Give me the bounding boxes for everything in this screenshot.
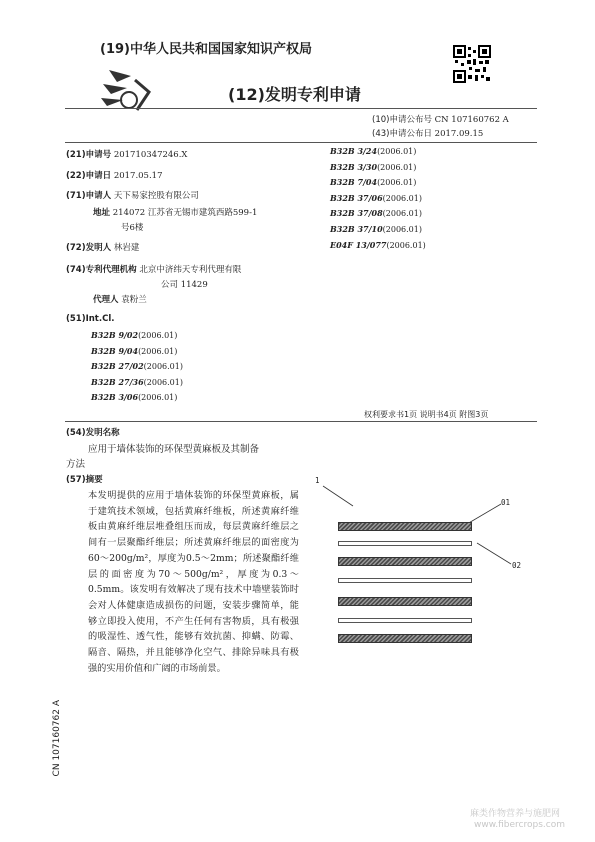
ipc-class-version: (2006.01) bbox=[138, 393, 178, 403]
agency-label: (74)专利代理机构 bbox=[66, 265, 137, 275]
applicant-value: 天下易家控股有限公司 bbox=[113, 191, 199, 201]
ipc-class-code: B32B 3/30 bbox=[330, 161, 378, 172]
applicant bbox=[66, 189, 199, 201]
document-kind bbox=[228, 82, 361, 105]
address-line1: 214072 江苏省无锡市建筑西路599-1 bbox=[112, 208, 258, 218]
address bbox=[93, 206, 257, 218]
ipc-class-row bbox=[330, 162, 416, 172]
address-line2: 号6楼 bbox=[121, 223, 144, 233]
agency bbox=[66, 263, 241, 275]
side-publication-number: CN 107160762 A bbox=[52, 700, 62, 777]
ipc-class-code: B32B 37/06 bbox=[330, 192, 383, 203]
pages-info: 权利要求书1页 说明书4页 附图3页 bbox=[364, 410, 489, 419]
qr-code-icon bbox=[453, 45, 491, 83]
abstract-label: (57)摘要 bbox=[66, 475, 103, 485]
ipc-class-version: (2006.01) bbox=[143, 362, 183, 372]
ipc-class-code: B32B 9/04 bbox=[91, 345, 139, 356]
drawing-label-02: 02 bbox=[512, 561, 522, 570]
invention-title-line2: 方法 bbox=[66, 459, 86, 470]
polyester-fiber-layer bbox=[338, 541, 472, 546]
filing-date-value: 2017.05.17 bbox=[113, 171, 163, 181]
applicant-label: (71)申请人 bbox=[66, 191, 112, 201]
watermark-line2: www.fibercrops.com bbox=[474, 820, 565, 830]
abstract-text: 本发明提供的应用于墙体装饰的环保型黄麻板，属于建筑技术领域，包括黄麻纤维板，所述黄麻纤维板由黄麻纤维层堆叠组压而成，每层黄麻纤维层之间有一层聚酯纤维层；所述黄麻纤维层的面密度为60～200g/m²，厚度为0.5～2mm；所述聚酯纤维层的面密度为70～500g/m²，厚度为0.3～0.5mm。该发明有效解决了现有技术中墙壁装饰时会对人体健康造成损伤的问题，安装步骤简单，能够立即投入使用，不产生任何有害物质，具有极强的吸湿性、透气性，能够有效抗菌、抑螨、防霉、隔音、隔热，并且能够净化空气、排除异味具有极强的实用价值和广阔的市场前景。 bbox=[88, 490, 299, 674]
ipc-class-code: B32B 37/10 bbox=[330, 224, 383, 234]
agent-label: 代理人 bbox=[93, 295, 119, 305]
ipc-class-code: B32B 37/08 bbox=[330, 208, 383, 219]
drawing-label-01: 01 bbox=[501, 498, 511, 507]
ipc-class-row bbox=[330, 240, 426, 250]
ipc-class-version: (2006.01) bbox=[386, 240, 426, 250]
ipc-class-version: (2006.01) bbox=[382, 209, 422, 219]
ipc-class-code: B32B 27/02 bbox=[91, 361, 144, 372]
leader-line-01 bbox=[467, 504, 501, 524]
kind-code: (12) bbox=[228, 85, 265, 104]
ipc-class-code: E04F 13/077 bbox=[330, 239, 387, 250]
ipc-class-version: (2006.01) bbox=[138, 346, 178, 356]
ipc-class-code: B32B 27/36 bbox=[91, 376, 144, 387]
cnipa-emblem-icon bbox=[97, 62, 155, 118]
ipc-class-version: (2006.01) bbox=[377, 178, 417, 188]
app-no-label: (21)申请号 bbox=[66, 150, 112, 160]
jute-fiber-layer bbox=[338, 634, 472, 643]
title-divider bbox=[65, 421, 537, 422]
ipc-class-row bbox=[91, 330, 177, 340]
agency-line2: 公司 11429 bbox=[161, 280, 208, 290]
pub-no-value: CN 107160762 A bbox=[434, 115, 509, 125]
jute-fiber-layer bbox=[338, 522, 472, 531]
ipc-class-version: (2006.01) bbox=[377, 147, 417, 156]
biblio-divider bbox=[65, 142, 537, 143]
ipc-class-row bbox=[91, 346, 177, 356]
watermark-line1: 麻类作物营养与施肥网 bbox=[470, 809, 561, 819]
ipc-class-row bbox=[91, 361, 183, 371]
agent-value: 袁粉兰 bbox=[121, 295, 147, 305]
pub-date-value: 2017.09.15 bbox=[434, 129, 484, 139]
title-label bbox=[66, 426, 120, 438]
drawing-label-1: 1 bbox=[315, 476, 320, 485]
ipc-class-version: (2006.01) bbox=[382, 225, 422, 234]
address-label: 地址 bbox=[93, 208, 111, 218]
ipc-class-row bbox=[330, 193, 422, 203]
agent bbox=[93, 293, 147, 305]
jute-fiber-layer bbox=[338, 597, 472, 606]
ipc-class-row bbox=[330, 224, 422, 234]
ipc-class-row bbox=[330, 146, 416, 156]
ipc-class-version: (2006.01) bbox=[382, 193, 422, 203]
publication-number bbox=[372, 113, 509, 125]
intcl-label: (51)Int.Cl. bbox=[66, 314, 115, 324]
application-number bbox=[66, 148, 187, 160]
ipc-class-version: (2006.01) bbox=[143, 377, 183, 387]
ipc-class-code: B32B 3/06 bbox=[91, 392, 139, 403]
jute-fiber-layer bbox=[338, 557, 472, 566]
inventor-label: (72)发明人 bbox=[66, 243, 112, 253]
ipc-class-row bbox=[91, 392, 177, 402]
office-code: (19) bbox=[100, 42, 130, 57]
ipc-class-code: B32B 3/24 bbox=[330, 146, 378, 156]
filing-date bbox=[66, 169, 162, 181]
inventor-value: 林岩建 bbox=[113, 243, 140, 253]
office-name bbox=[100, 38, 312, 57]
polyester-fiber-layer bbox=[338, 578, 472, 583]
header-divider bbox=[65, 108, 537, 109]
title-label-text: (54)发明名称 bbox=[66, 428, 120, 438]
invention-title-line1: 应用于墙体装饰的环保型黄麻板及其制备 bbox=[88, 444, 260, 455]
ipc-class-row bbox=[91, 377, 183, 387]
ipc-class-code: B32B 7/04 bbox=[330, 177, 378, 188]
kind-name: 发明专利申请 bbox=[264, 85, 361, 104]
filing-date-label: (22)申请日 bbox=[66, 171, 112, 181]
ipc-class-version: (2006.01) bbox=[377, 162, 417, 172]
ipc-class-row bbox=[330, 177, 416, 187]
pub-date-label: (43)申请公布日 bbox=[372, 129, 432, 139]
office-name-text: 中华人民共和国国家知识产权局 bbox=[129, 42, 312, 57]
polyester-fiber-layer bbox=[338, 618, 472, 623]
app-no-value: 201710347246.X bbox=[113, 150, 188, 160]
leader-line-1 bbox=[323, 486, 353, 506]
ipc-class-version: (2006.01) bbox=[138, 331, 178, 340]
leader-line-02 bbox=[477, 543, 511, 564]
inventor bbox=[66, 241, 139, 253]
ipc-class-row bbox=[330, 208, 422, 218]
pub-no-label: (10)申请公布号 bbox=[372, 115, 432, 125]
publication-date bbox=[372, 127, 483, 139]
agency-line1: 北京中济纬天专利代理有限 bbox=[139, 265, 242, 275]
ipc-class-code: B32B 9/02 bbox=[91, 330, 139, 340]
